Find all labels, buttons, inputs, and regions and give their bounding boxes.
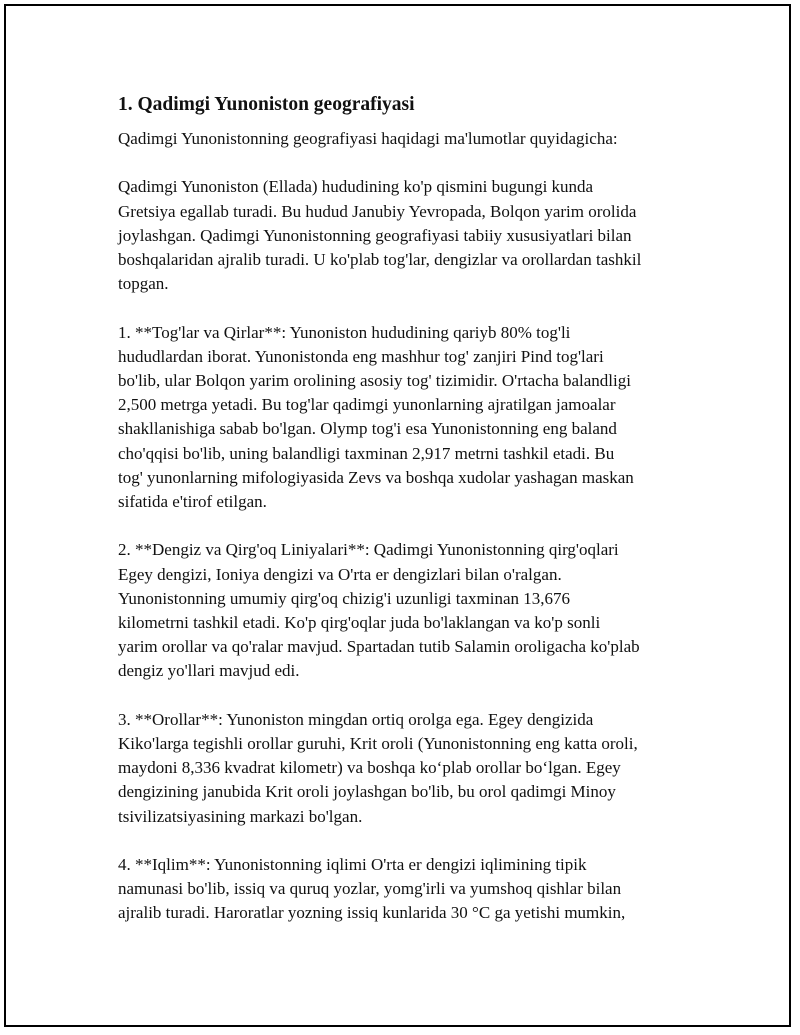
mountains-paragraph: 1. **Tog'lar va Qirlar**: Yunoniston hududining qariyb 80% tog'li hududlardan iborat. Yunonistonda eng mashhur tog' zanjiri Pind tog'lari bo'lib, ular Bolqon yarim orolining asosiy tog' tizimidir. O'rtacha balandligi 2,500 metrga yetadi. Bu tog'lar qadimgi yunonlarning ajratilgan jamoalar shakllanishiga sabab bo'lgan. Olymp tog'i esa Yunonistonning eng baland cho'qqisi bo'lib, uning balandligi taxminan 2,917 metrni tashkil etadi. Bu tog' yunonlarning mifologiyasida Zevs va boshqa xudolar yashagan maskan sifatida e'tirof etilgan. bbox=[118, 322, 634, 512]
seas-coastline-paragraph: 2. **Dengiz va Qirg'oq Liniyalari**: Qadimgi Yunonistonning qirg'oqlari Egey dengizi, Ioniya dengizi va O'rta er dengizlari bilan o'ralgan. Yunonistonning umumiy qirg'oq chizig'i uzunligi taxminan 13,676 kilometrni tashkil etadi. Ko'p qirg'oqlar juda bo'laklangan va ko'p sonli yarim orollar va qo'ralar mavjud. Spartadan tutib Salamin oroligacha ko'plab dengiz yo'llari mavjud edi. bbox=[118, 540, 640, 681]
document-body bbox=[118, 92, 698, 950]
islands-paragraph: 3. **Orollar**: Yunoniston mingdan ortiq orolga ega. Egey dengizida Kiko'larga tegishli orollar guruhi, Krit oroli (Yunonistonning eng katta oroli, maydoni 8,336 kvadrat kilometr) va boshqa ko‘plab orollar bo‘lgan. Egey dengizining janubida Krit oroli joylashgan bo'lib, bu orol qadimgi Minoy tsivilizatsiyasining markazi bo'lgan. bbox=[118, 709, 638, 826]
intro-paragraph: Qadimgi Yunonistonning geografiyasi haqidagi ma'lumotlar quyidagicha: bbox=[118, 129, 618, 148]
overview-paragraph: Qadimgi Yunoniston (Ellada) hududining ko'p qismini bugungi kunda Gretsiya egallab turadi. Bu hudud Janubiy Yevropada, Bolqon yarim orolida joylashgan. Qadimgi Yunonistonning geografiyasi tabiiy xususiyatlari bilan boshqalaridan ajralib turadi. U ko'plab tog'lar, dengizlar va orollardan tashkil topgan. bbox=[118, 177, 642, 294]
climate-paragraph: 4. **Iqlim**: Yunonistonning iqlimi O'rta er dengizi iqlimining tipik namunasi bo'lib, issiq va quruq yozlar, yomg'irli va yumshoq qishlar bilan ajralib turadi. Haroratlar yozning issiq kunlarida 30 °C ga yetishi mumkin, bbox=[118, 855, 626, 923]
document-title: 1. Qadimgi Yunoniston geografiyasi bbox=[118, 94, 415, 115]
